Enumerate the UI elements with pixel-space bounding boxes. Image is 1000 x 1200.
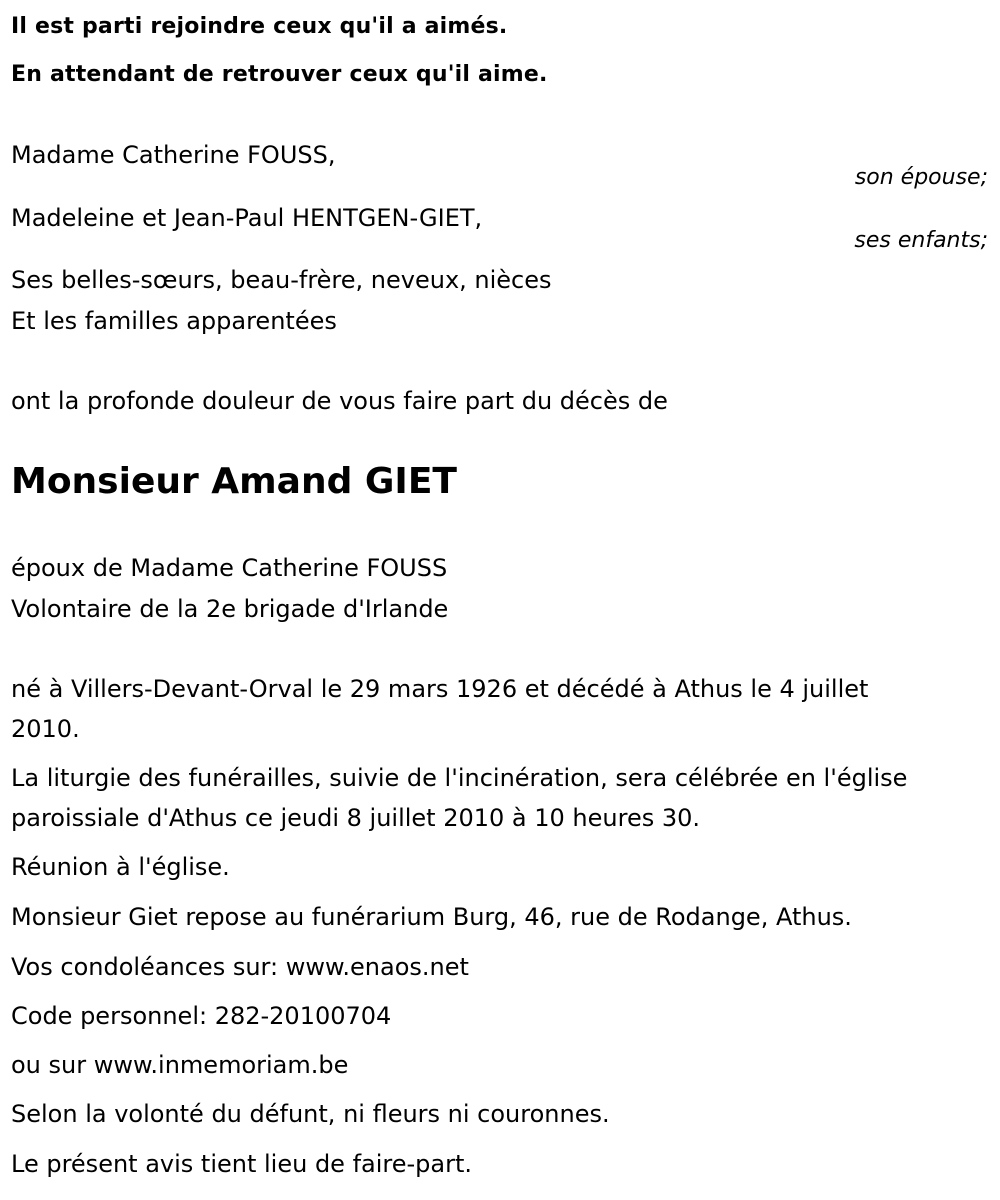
relatives-line-2: Et les familles apparentées (11, 307, 337, 335)
deceased-title: Volontaire de la 2e brigade d'Irlande (11, 595, 449, 623)
spouse-role: son épouse; (854, 165, 988, 190)
deceased-spouse-of: époux de Madame Catherine FOUSS (11, 554, 448, 582)
deceased-name: Monsieur Amand GIET (11, 461, 457, 502)
children-role: ses enfants; (854, 228, 988, 253)
alt-website: ou sur www.inmemoriam.be (11, 1051, 349, 1079)
children-names: Madeleine et Jean-Paul HENTGEN-GIET, (11, 204, 483, 232)
announcement-text: ont la profonde douleur de vous faire part du décès de (11, 387, 668, 415)
epigraph-line-1: Il est parti rejoindre ceux qu'il a aimés. (11, 14, 508, 39)
personal-code: Code personnel: 282-20100704 (11, 1002, 392, 1030)
birth-death-line-1: né à Villers-Devant-Orval le 29 mars 1926 et décédé à Athus le 4 juillet (11, 675, 869, 703)
birth-death-line-2: 2010. (11, 715, 80, 743)
funerarium-info: Monsieur Giet repose au funérarium Burg, 46, rue de Rodange, Athus. (11, 903, 852, 931)
condolences-info: Vos condoléances sur: www.enaos.net (11, 953, 469, 981)
funeral-line-2: paroissiale d'Athus ce jeudi 8 juillet 2010 à 10 heures 30. (11, 804, 701, 832)
notice-statement: Le présent avis tient lieu de faire-part. (11, 1150, 473, 1178)
spouse-name: Madame Catherine FOUSS, (11, 141, 336, 169)
flowers-wish: Selon la volonté du défunt, ni fleurs ni couronnes. (11, 1100, 610, 1128)
meeting-info: Réunion à l'église. (11, 853, 230, 881)
epigraph-line-2: En attendant de retrouver ceux qu'il aime. (11, 62, 548, 87)
funeral-line-1: La liturgie des funérailles, suivie de l'incinération, sera célébrée en l'église (11, 764, 908, 792)
relatives-line-1: Ses belles-sœurs, beau-frère, neveux, nièces (11, 266, 552, 294)
